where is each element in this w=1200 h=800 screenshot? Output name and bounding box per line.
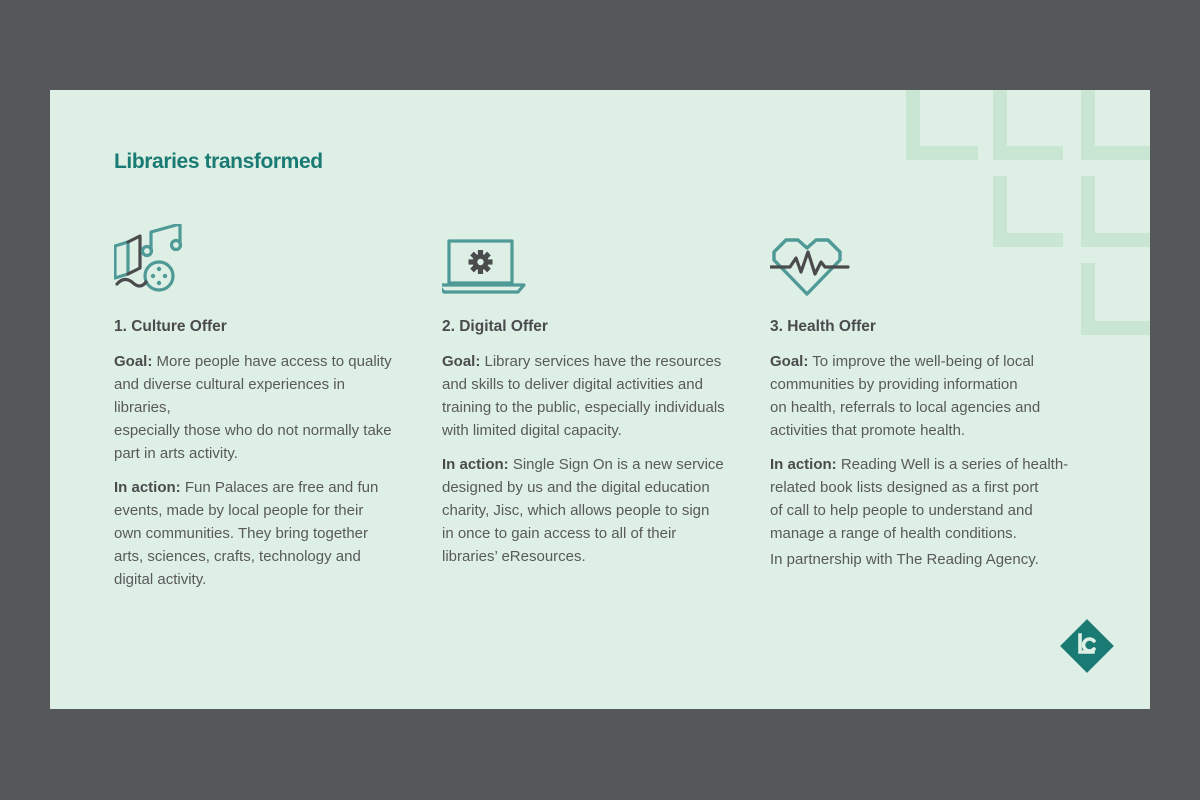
goal-text: part in arts activity.	[114, 445, 238, 462]
goal-text: Library services have the resources	[480, 353, 722, 370]
goal-text: with limited digital capacity.	[442, 422, 622, 439]
digital-in-action	[442, 453, 724, 568]
goal-text: training to the public, especially individuals	[442, 399, 725, 416]
goal-label: Goal:	[770, 353, 809, 370]
goal-label: Goal:	[442, 353, 481, 370]
goal-text: To improve the well-being of local	[808, 353, 1035, 370]
action-text: charity, Jisc, which allows people to sign	[442, 502, 710, 519]
action-text: own communities. They bring together	[114, 525, 369, 542]
action-text: manage a range of health conditions.	[770, 525, 1017, 542]
culture-goal	[114, 350, 392, 465]
goal-text: on health, referrals to local agencies and	[770, 399, 1041, 416]
action-text: Fun Palaces are free and fun	[180, 479, 379, 496]
in-action-label: In action:	[114, 479, 181, 496]
goal-text: communities by providing information	[770, 376, 1018, 393]
goal-text: especially those who do not normally take	[114, 422, 392, 439]
slide	[50, 90, 1150, 709]
laptop-gear-icon	[442, 224, 532, 304]
action-text: of call to help people to understand and	[770, 502, 1033, 519]
health-in-action	[770, 453, 1068, 545]
goal-label: Goal:	[114, 353, 153, 370]
partnership-text: In partnership with The Reading Agency.	[770, 551, 1039, 568]
in-action-label: In action:	[770, 456, 837, 473]
goal-text: activities that promote health.	[770, 422, 966, 439]
health-offer-heading: 3. Health Offer	[770, 318, 876, 335]
digital-offer-heading: 2. Digital Offer	[442, 318, 548, 335]
action-text: related book lists designed as a first port	[770, 479, 1039, 496]
heart-pulse-icon	[770, 224, 860, 304]
goal-text: and skills to deliver digital activities and	[442, 376, 703, 393]
action-text: in once to gain access to all of their	[442, 525, 677, 542]
goal-text: libraries,	[114, 399, 171, 416]
culture-in-action	[114, 476, 378, 591]
page-title: Libraries transformed	[114, 150, 323, 173]
culture-offer-heading: 1. Culture Offer	[114, 318, 227, 335]
digital-goal	[442, 350, 725, 442]
lc-logo-icon	[1060, 619, 1114, 673]
goal-text: and diverse cultural experiences in	[114, 376, 345, 393]
action-text: events, made by local people for their	[114, 502, 364, 519]
in-action-label: In action:	[442, 456, 509, 473]
goal-text: More people have access to quality	[152, 353, 392, 370]
culture-icon	[114, 224, 204, 304]
action-text: libraries’ eResources.	[442, 548, 586, 565]
health-goal	[770, 350, 1040, 442]
partnership-note	[770, 548, 1039, 571]
action-text: Single Sign On is a new service	[508, 456, 724, 473]
action-text: digital activity.	[114, 571, 207, 588]
action-text: arts, sciences, crafts, technology and	[114, 548, 361, 565]
action-text: Reading Well is a series of health-	[836, 456, 1069, 473]
action-text: designed by us and the digital education	[442, 479, 710, 496]
